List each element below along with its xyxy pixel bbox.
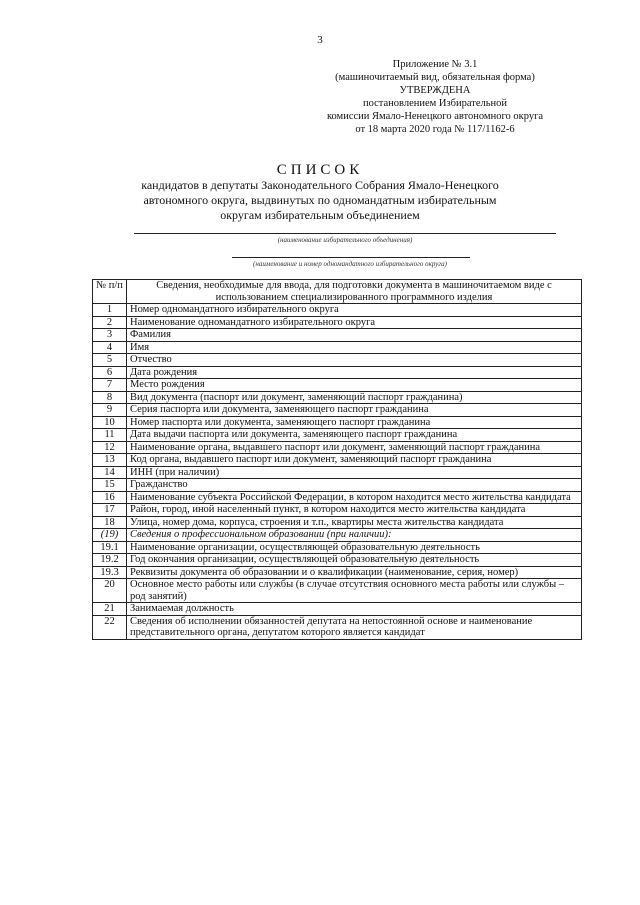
table-row bbox=[93, 529, 582, 542]
table-row bbox=[93, 354, 582, 367]
row-number: 1 bbox=[93, 304, 127, 317]
row-description: Место рождения bbox=[127, 379, 582, 392]
table-row bbox=[93, 429, 582, 442]
row-description: ИНН (при наличии) bbox=[127, 466, 582, 479]
row-number: 22 bbox=[93, 615, 127, 639]
table-row bbox=[93, 504, 582, 517]
row-description: Наименование организации, осуществляющей образовательную деятельность bbox=[127, 541, 582, 554]
row-description: Год окончания организации, осуществляющей образовательную деятельность bbox=[127, 554, 582, 567]
table-row bbox=[93, 541, 582, 554]
page-number: 3 bbox=[317, 34, 323, 46]
row-number: 10 bbox=[93, 416, 127, 429]
row-description: Отчество bbox=[127, 354, 582, 367]
header-number: № п/п bbox=[93, 280, 127, 304]
row-description: Сведения о профессиональном образовании (при наличии): bbox=[127, 529, 582, 542]
approval-line: от 18 марта 2020 года № 117/1162-6 bbox=[355, 124, 515, 135]
table-row bbox=[93, 379, 582, 392]
row-number: 11 bbox=[93, 429, 127, 442]
row-number: 8 bbox=[93, 391, 127, 404]
table-row bbox=[93, 516, 582, 529]
approval-line: (машиночитаемый вид, обязательная форма) bbox=[335, 72, 535, 83]
row-description: Номер паспорта или документа, заменяющего паспорт гражданина bbox=[127, 416, 582, 429]
row-description: Дата рождения bbox=[127, 366, 582, 379]
row-description: Район, город, иной населенный пункт, в котором находится место жительства кандидата bbox=[127, 504, 582, 517]
table-row bbox=[93, 304, 582, 317]
row-number: 14 bbox=[93, 466, 127, 479]
row-number: 19.1 bbox=[93, 541, 127, 554]
table-row bbox=[93, 603, 582, 616]
approval-line: УТВЕРЖДЕНА bbox=[399, 85, 471, 96]
approval-line: постановлением Избирательной bbox=[362, 98, 508, 109]
table-row bbox=[93, 341, 582, 354]
row-number: 12 bbox=[93, 441, 127, 454]
table-row bbox=[93, 554, 582, 567]
header-description: Сведения, необходимые для ввода, для подготовки документа в машиночитаемом виде с использованием специализированного программного изделия bbox=[127, 280, 582, 304]
table-row bbox=[93, 391, 582, 404]
row-description: Сведения об исполнении обязанностей депутата на непостоянной основе и наименование представительного органа, депутатом которого является кандидат bbox=[127, 615, 582, 639]
row-number: 19.3 bbox=[93, 566, 127, 579]
district-fill-line bbox=[232, 257, 470, 258]
row-description: Номер одномандатного избирательного округа bbox=[127, 304, 582, 317]
table-row bbox=[93, 316, 582, 329]
row-number: 4 bbox=[93, 341, 127, 354]
table-header-row bbox=[93, 280, 582, 304]
table-row bbox=[93, 454, 582, 467]
subtitle-line: автономного округа, выдвинутых по одномандатным избирательным bbox=[143, 193, 497, 207]
row-number: (19) bbox=[93, 529, 127, 542]
approval-line: комиссии Ямало-Ненецкого автономного округа bbox=[326, 111, 544, 122]
row-description: Вид документа (паспорт или документ, заменяющий паспорт гражданина) bbox=[127, 391, 582, 404]
row-number: 5 bbox=[93, 354, 127, 367]
row-description: Наименование органа, выдавшего паспорт или документ, заменяющий паспорт гражданина bbox=[127, 441, 582, 454]
row-description: Наименование субъекта Российской Федерации, в котором находится место жительства кандидата bbox=[127, 491, 582, 504]
row-description: Основное место работы или службы (в случае отсутствия основного места работы или службы – род занятий) bbox=[127, 579, 582, 603]
row-description: Код органа, выдавшего паспорт или документ, заменяющий паспорт гражданина bbox=[127, 454, 582, 467]
row-number: 17 bbox=[93, 504, 127, 517]
document-title: СПИСОК bbox=[276, 162, 364, 178]
approval-block bbox=[310, 58, 560, 136]
row-number: 2 bbox=[93, 316, 127, 329]
table-row bbox=[93, 416, 582, 429]
table-row bbox=[93, 441, 582, 454]
association-caption: (наименование избирательного объединения) bbox=[277, 236, 413, 244]
row-number: 19.2 bbox=[93, 554, 127, 567]
row-number: 16 bbox=[93, 491, 127, 504]
table-row bbox=[93, 615, 582, 639]
row-number: 3 bbox=[93, 329, 127, 342]
row-number: 15 bbox=[93, 479, 127, 492]
table-row bbox=[93, 329, 582, 342]
row-description: Реквизиты документа об образовании и о квалификации (наименование, серия, номер) bbox=[127, 566, 582, 579]
row-number: 7 bbox=[93, 379, 127, 392]
row-number: 9 bbox=[93, 404, 127, 417]
subtitle-line: кандидатов в депутаты Законодательного Собрания Ямало-Ненецкого bbox=[141, 178, 499, 192]
row-description: Занимаемая должность bbox=[127, 603, 582, 616]
row-description: Гражданство bbox=[127, 479, 582, 492]
subtitle-line: округам избирательным объединением bbox=[220, 208, 420, 222]
association-fill-line bbox=[134, 233, 556, 234]
row-description: Улица, номер дома, корпуса, строения и т.п., квартиры места жительства кандидата bbox=[127, 516, 582, 529]
document-subtitle bbox=[100, 178, 540, 223]
table-row bbox=[93, 579, 582, 603]
row-description: Наименование одномандатного избирательного округа bbox=[127, 316, 582, 329]
table-row bbox=[93, 491, 582, 504]
approval-line: Приложение № 3.1 bbox=[392, 59, 478, 70]
table-row bbox=[93, 366, 582, 379]
row-number: 13 bbox=[93, 454, 127, 467]
table-row bbox=[93, 566, 582, 579]
row-number: 20 bbox=[93, 579, 127, 603]
row-number: 21 bbox=[93, 603, 127, 616]
table-row bbox=[93, 404, 582, 417]
table-row bbox=[93, 466, 582, 479]
row-description: Имя bbox=[127, 341, 582, 354]
candidate-fields-table bbox=[92, 279, 582, 640]
row-description: Фамилия bbox=[127, 329, 582, 342]
row-number: 6 bbox=[93, 366, 127, 379]
table-row bbox=[93, 479, 582, 492]
row-description: Серия паспорта или документа, заменяющего паспорт гражданина bbox=[127, 404, 582, 417]
row-number: 18 bbox=[93, 516, 127, 529]
row-description: Дата выдачи паспорта или документа, заменяющего паспорт гражданина bbox=[127, 429, 582, 442]
district-caption: (наименование и номер одномандатного избирательного округа) bbox=[253, 260, 447, 268]
